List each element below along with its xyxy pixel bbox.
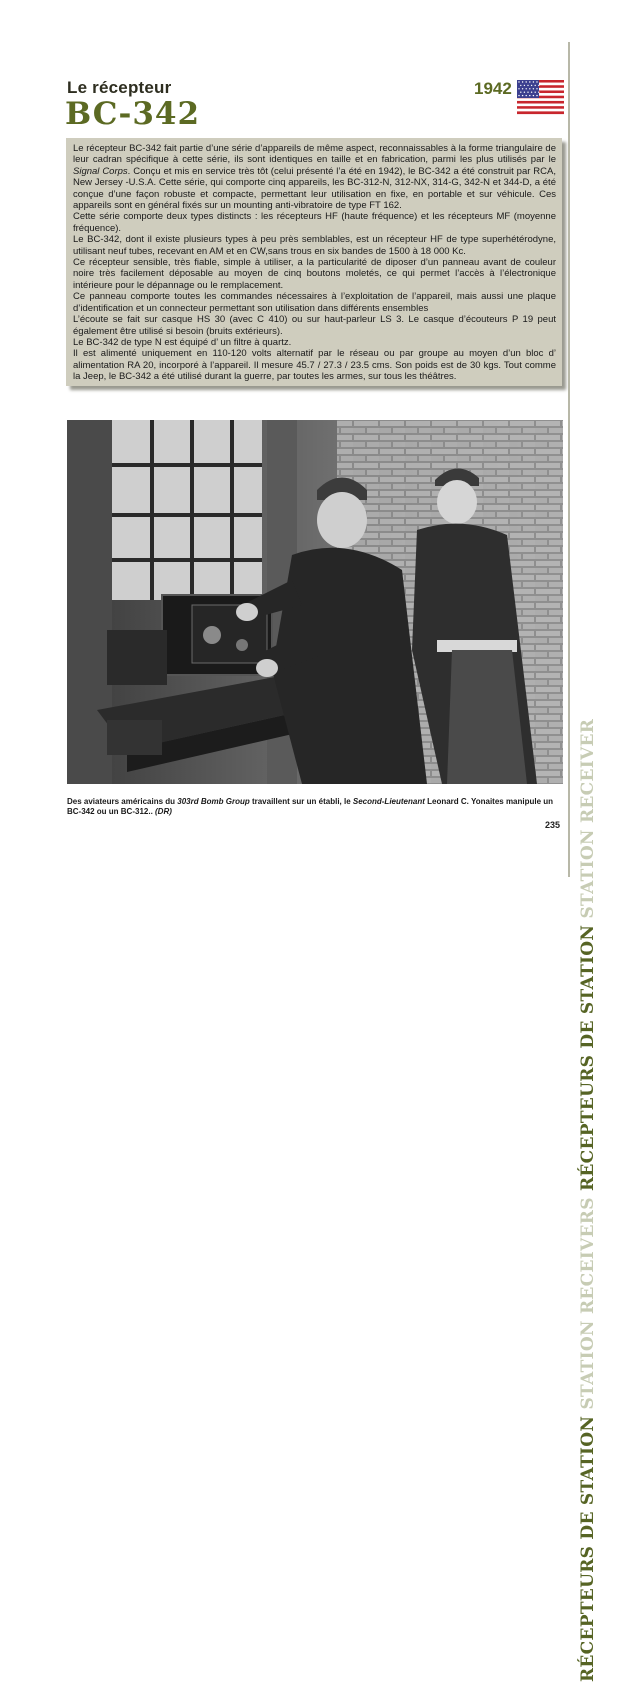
body-paragraph: Ce panneau comporte toutes les commandes nécessaires à l’exploitation de l’appareil, mais aussi une plaque d’identification et un connecteur permettant son utilisation dans différents ensembles — [73, 291, 556, 314]
year-label: 1942 — [474, 79, 512, 98]
body-paragraph: Le récepteur BC-342 fait partie d’une série d’appareils de même aspect, reconnaissables à la forme triangulaire de leur cadran spécifique à cette série, ils sont identiques en taille et en fabrication, parmi les plus utilisés par le Signal Corps. Conçu et mis en service très tôt (celui présenté l’a été en 1942), le BC-342 a été construit par RCA, New Jersey -U.S.A. Cette série, qui comporte cinq appareils, les BC-312-N, 312-NX, 314-G, 342-N et 344-D, a été conçue d’une façon robuste et compacte, permettant leur utilisation en fixe, en portable et sur véhicule. Ces appareils sont en général fixés sur un mounting anti-vibratoire de type FT 162. — [73, 143, 556, 212]
body-paragraph: L’écoute se fait sur casque HS 30 (avec C 410) ou sur haut-parleur LS 3. Le casque d’écouteurs P 19 peut également être utilisé si besoin (bruits extérieurs). — [73, 314, 556, 337]
page-title: BC-342 — [65, 96, 201, 132]
body-paragraph: Ce récepteur sensible, très fiable, simple à utiliser, a la particularité de diposer d’un panneau avant de couleur noire très facilement déposable au moyen de cinq boutons moletés, ce qui permet l’accès à l’électronique intérieure pour le dépannage ou le remplacement. — [73, 257, 556, 291]
photo-caption: Des aviateurs américains du 303rd Bomb Group travaillent sur un établi, le Second-Lieutenant Leonard C. Yonaites manipule un BC-342 ou un BC-312.. (DR) — [67, 797, 554, 816]
side-banner-text: RÉCEPTEURS DE STATION STATION RECEIVERS RÉCEPTEURS DE STATION STATION RECEIVER — [578, 718, 598, 1682]
body-paragraph: Le BC-342, dont il existe plusieurs types à peu près semblables, est un récepteur HF de type superhétérodyne, utilisant neuf tubes, recevant en AM et en CW,sans trous en six bandes de 1500 à 18 000 Kc. — [73, 234, 556, 257]
page-number: 235 — [545, 820, 561, 830]
photo-credit: (DR) — [155, 806, 172, 816]
historic-photo — [67, 420, 563, 784]
section-kicker: Le récepteur — [67, 78, 172, 97]
us-flag-icon — [517, 80, 564, 114]
body-paragraph: Le BC-342 de type N est équipé d’ un filtre à quartz. — [73, 336, 292, 348]
body-paragraph: Il est alimenté uniquement en 110-120 volts alternatif par le réseau ou par groupe au moyen d’un bloc d’ alimentation RA 20, incorporé à l’appareil. Il mesure 45.7 / 27.3 / 23.5 cms. Son poids est de 30 kgs. Tout comme la Jeep, le BC-342 a été utilisé durant la guerre, par toutes les armes, sur tous les théâtres. — [73, 348, 556, 383]
body-text-box — [66, 138, 562, 386]
body-paragraph: Cette série comporte deux types distincts : les récepteurs HF (haute fréquence) et les récepteurs MF (moyenne fréquence). — [73, 211, 556, 234]
side-banner — [568, 42, 604, 1682]
